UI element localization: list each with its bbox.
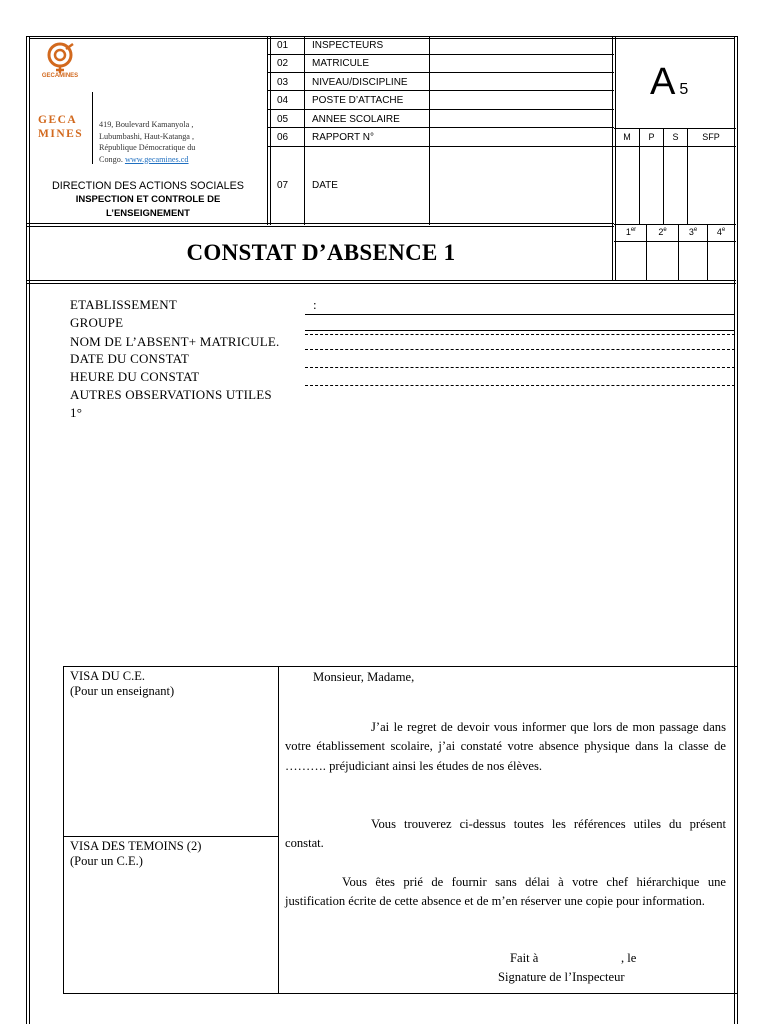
address-line: 419, Boulevard Kamanyola ,: [99, 120, 194, 129]
form-code-main: A: [650, 61, 676, 103]
letter-paragraph: J’ai le regret de devoir vous informer que lors de mon passage dans votre établissement scolaire, j’ai constaté votre absence physique dans la classe de ………. préjudiciant ainsi les études de nos élèves.: [285, 720, 726, 773]
form-code-sub: 5: [679, 81, 689, 98]
frame-left-inner: [29, 36, 30, 1024]
input-line-date[interactable]: [305, 367, 735, 368]
logo-text: GECAMINES: [41, 73, 79, 79]
grade-category: S: [672, 132, 679, 142]
table-row-line: [268, 146, 614, 147]
row-label: NIVEAU/DISCIPLINE: [312, 77, 408, 88]
row-number: 06: [277, 132, 289, 143]
address-line: Lubumbashi, Haut-Katanga ,: [99, 131, 195, 141]
box-line: [278, 666, 279, 994]
grid-line: [639, 128, 640, 224]
frame-left-outer: [26, 36, 27, 1024]
gecamines-logo-icon: [40, 40, 80, 76]
direction-title: [32, 179, 264, 221]
form-code: [650, 62, 688, 110]
visa-ce-subtitle: (Pour un enseignant): [70, 684, 175, 698]
table-border: [615, 36, 616, 281]
row-number: 05: [277, 114, 289, 125]
row-label: INSPECTEURS: [312, 40, 384, 51]
direction-line: DIRECTION DES ACTIONS SOCIALES: [52, 180, 244, 192]
row-number: 02: [277, 58, 289, 69]
visa-temoins: [70, 839, 201, 869]
field-label-date: DATE DU CONSTAT: [70, 351, 189, 366]
row-label: RAPPORT N°: [312, 132, 374, 143]
input-line-heure[interactable]: [305, 385, 735, 386]
table-border: [270, 36, 271, 225]
row-label: DATE: [312, 180, 338, 191]
field-label-numero: 1°: [70, 405, 83, 420]
table-row-line: [268, 72, 614, 73]
header-bottom-line: [27, 223, 614, 224]
page-title: CONSTAT D’ABSENCE 1: [186, 240, 456, 265]
frame-top-outer: [26, 36, 738, 37]
grid-line: [687, 128, 688, 224]
box-line: [63, 836, 278, 837]
row-label: ANNEE SCOLAIRE: [312, 114, 400, 125]
field-label-nom: NOM DE L’ABSENT+ MATRICULE.: [70, 334, 280, 349]
row-label: POSTE D’ATTACHE: [312, 95, 404, 106]
grid-line: [614, 224, 736, 225]
field-label-etablissement: ETABLISSEMENT: [70, 297, 177, 312]
table-row-line: [268, 90, 614, 91]
gecamines-logo: [40, 40, 80, 82]
address-divider: [92, 92, 93, 164]
row-label: MATRICULE: [312, 58, 370, 69]
row-number: 01: [277, 40, 289, 51]
address-line: République Démocratique du: [99, 143, 196, 152]
input-line-nom[interactable]: [305, 349, 735, 350]
fait-a: Fait à: [510, 951, 539, 965]
letter-salutation: Monsieur, Madame,: [313, 670, 415, 684]
letter-paragraph: Vous trouverez ci-dessus toutes les références utiles du présent constat.: [285, 817, 726, 851]
grade-category: SFP: [702, 132, 720, 142]
inspection-line: INSPECTION ET CONTROLE DE: [75, 194, 221, 205]
inspection-line: L’ENSEIGNEMENT: [106, 208, 190, 219]
row-number: 03: [277, 77, 289, 88]
company-name: [38, 113, 83, 141]
address-line: Congo.: [99, 154, 123, 164]
row-number: 07: [277, 180, 289, 191]
letter-paragraph: Vous êtes prié de fournir sans délai à votre chef hiérarchique une justification écrite de cette absence et de m’en réserver une copie pour information.: [285, 875, 726, 909]
company-name-line2: MINES: [38, 128, 84, 140]
table-row-line: [268, 109, 614, 110]
table-border: [304, 36, 305, 225]
frame-top-inner: [29, 38, 735, 39]
fait-le: , le: [621, 951, 637, 965]
grid-line: [663, 128, 664, 224]
title-bottom-line: [27, 280, 736, 281]
box-line: [63, 666, 738, 667]
grade-level: 1er: [625, 227, 637, 237]
table-row-line: [268, 127, 614, 128]
grid-line: [614, 146, 736, 147]
visa-ce: [70, 669, 174, 699]
company-address: [99, 119, 195, 165]
visa-ce-title: VISA DU C.E.: [70, 669, 146, 683]
grade-level: 3e: [688, 227, 698, 237]
input-line-groupe-dashed[interactable]: [305, 334, 735, 335]
grade-level: 2e: [658, 227, 667, 237]
grade-level: 4e: [716, 227, 726, 237]
company-name-line1: GECA: [38, 114, 78, 126]
box-line: [63, 666, 64, 994]
input-line-etablissement[interactable]: [305, 314, 735, 315]
field-colon: :: [313, 297, 317, 312]
header-bottom-line: [27, 226, 614, 227]
box-line: [63, 993, 738, 994]
visa-temoins-title: VISA DES TEMOINS (2): [70, 839, 202, 853]
grid-line: [614, 128, 736, 129]
field-label-groupe: GROUPE: [70, 315, 124, 330]
table-row-line: [268, 54, 614, 55]
grid-line: [614, 241, 736, 242]
table-border: [267, 36, 268, 225]
grade-category: P: [648, 132, 655, 142]
website-link[interactable]: www.gecamines.cd: [124, 154, 189, 164]
field-label-heure: HEURE DU CONSTAT: [70, 369, 200, 384]
frame-right-outer: [737, 36, 738, 1024]
title-bottom-line: [27, 283, 736, 284]
frame-right-inner: [734, 36, 735, 1024]
grade-category: M: [623, 132, 631, 142]
signature-label: Signature de l’Inspecteur: [498, 970, 625, 984]
table-border: [429, 36, 430, 225]
field-label-observations: AUTRES OBSERVATIONS UTILES: [70, 387, 272, 402]
visa-temoins-subtitle: (Pour un C.E.): [70, 854, 143, 868]
input-line-groupe[interactable]: [305, 330, 735, 331]
row-number: 04: [277, 95, 289, 106]
